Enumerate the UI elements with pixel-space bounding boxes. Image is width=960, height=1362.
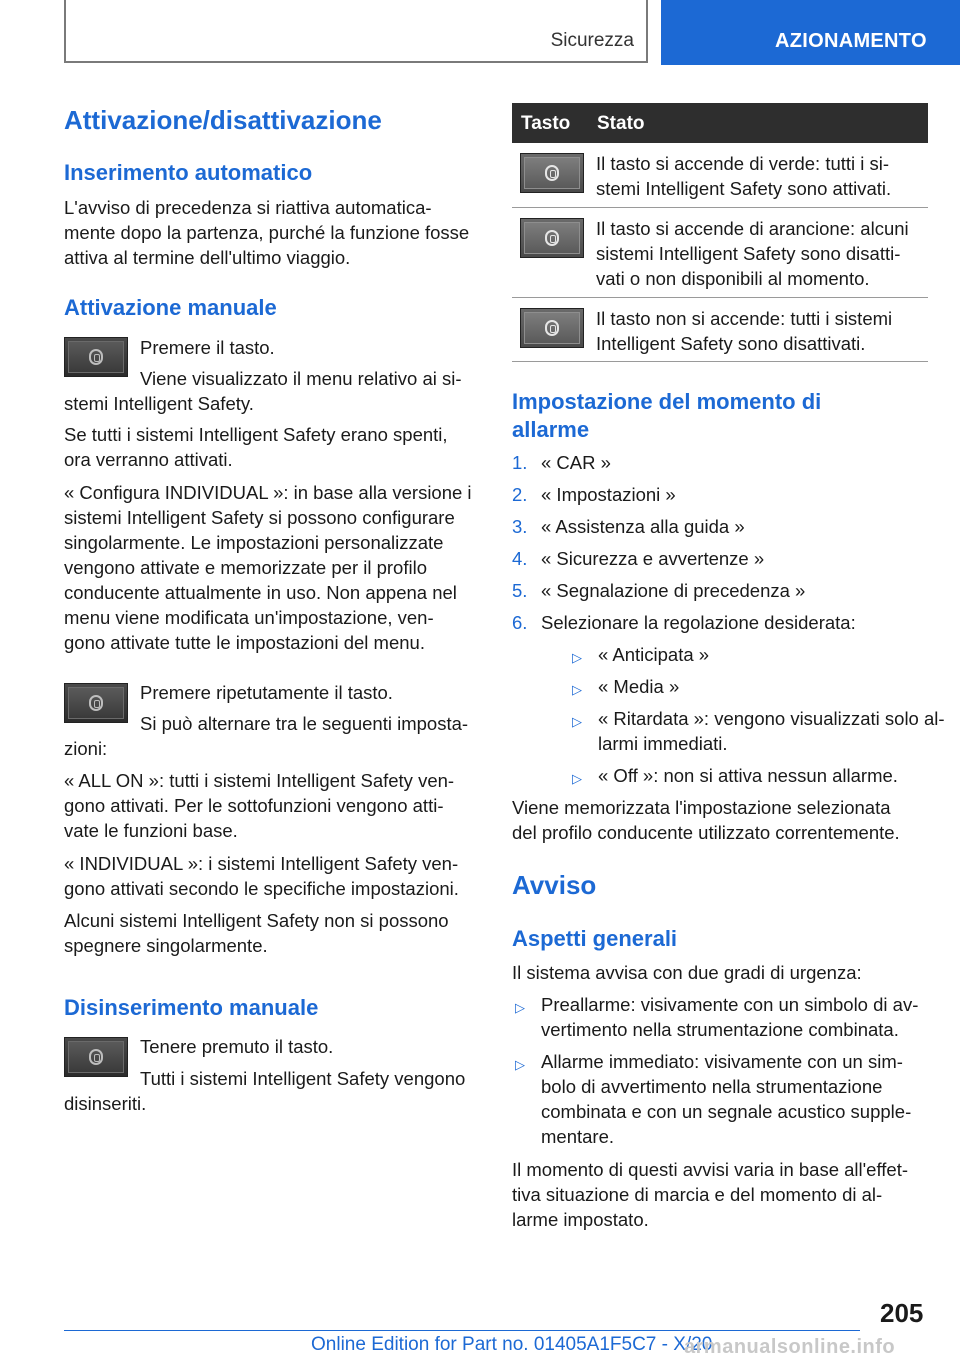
watermark: armanualsonline.info: [684, 1336, 896, 1358]
footer-divider: [64, 1330, 860, 1331]
intelligent-safety-button-image: [64, 683, 128, 723]
list-item-text: Allarme immediato: visivamente con un sim- bolo di avvertimento nella strumentazione combinata e con un segnale acustico supple- mentare.: [541, 1051, 912, 1147]
triangle-bullet-icon: ▷: [515, 1000, 525, 1015]
heading-warning-time: Impostazione del momento di allarme: [512, 389, 822, 442]
heading-warning: Avviso: [512, 870, 597, 900]
safety-shield-icon: [89, 1049, 103, 1065]
heading-activation: Attivazione/disattivazione: [64, 105, 382, 135]
table-col-key: Tasto: [521, 113, 571, 134]
list-item-text: « Sicurezza e avvertenze »: [541, 548, 765, 569]
button-green-image: [520, 153, 584, 193]
list-item: 4.: [512, 548, 528, 569]
safety-shield-icon: [545, 230, 559, 246]
para-auto: L'avviso di precedenza si riattiva automatica- mente dopo la partenza, purché la funzione fosse attiva al termine dell'ultimo viaggio.: [64, 197, 470, 268]
list-item-text: « Media »: [598, 676, 680, 697]
list-item: 3.: [512, 516, 528, 537]
para-individual-config: « Configura INDIVIDUAL »: in base alla versione i sistemi Intelligent Safety si possono configurare singolarmente. Le impostazioni personalizzate vengono attivate e memorizzate per il profilo conducente attualmente in uso. Non appena nel menu viene modificata un'impostazione, ven- gono attivate tutte le impostazioni del menu.: [64, 482, 472, 653]
list-item: 1.: [512, 452, 528, 473]
button-orange-image: [520, 218, 584, 258]
safety-shield-icon: [89, 349, 103, 365]
safety-shield-icon: [545, 165, 559, 181]
list-item-text: « Anticipata »: [598, 644, 710, 665]
para-warning-time: Il momento di questi avvisi varia in base all'effet- tiva situazione di marcia e del momento di al- larme impostato.: [512, 1159, 908, 1230]
instruction-hold: Tenere premuto il tasto.: [140, 1036, 334, 1057]
instruction-press: Premere il tasto.: [140, 337, 275, 358]
text-menu-shown-1: Viene visualizzato il menu relativo ai si-: [140, 368, 462, 389]
triangle-bullet-icon: ▷: [572, 682, 582, 697]
header-section-tab: [64, 0, 648, 63]
heading-auto: Inserimento automatico: [64, 160, 313, 185]
list-item-text: Selezionare la regolazione desiderata:: [541, 612, 856, 633]
list-item-text: Preallarme: visivamente con un simbolo di av- vertimento nella strumentazione combinata.: [541, 994, 919, 1040]
safety-shield-icon: [545, 320, 559, 336]
table-divider: [512, 361, 928, 362]
text-alternate-1: Si può alternare tra le seguenti imposta-: [140, 713, 469, 734]
text-alternate-2: zioni:: [64, 738, 108, 759]
list-item: 6.: [512, 612, 528, 633]
list-item: 5.: [512, 580, 528, 601]
list-item-text: « Assistenza alla guida »: [541, 516, 745, 537]
safety-shield-icon: [89, 695, 103, 711]
para-individual: « INDIVIDUAL »: i sistemi Intelligent Safety ven- gono attivati secondo le specifiche impostazioni.: [64, 853, 459, 899]
table-cell-state: Il tasto si accende di verde: tutti i si- stemi Intelligent Safety sono attivati.: [596, 153, 892, 199]
triangle-bullet-icon: ▷: [515, 1057, 525, 1072]
text-menu-shown-2: stemi Intelligent Safety.: [64, 393, 254, 414]
intelligent-safety-button-image: [64, 337, 128, 377]
header-section-label: Sicurezza: [550, 30, 634, 51]
triangle-bullet-icon: ▷: [572, 714, 582, 729]
header-chapter-tab: [661, 0, 960, 65]
table-header: [512, 103, 928, 143]
para-saved: Viene memorizzata l'impostazione selezionata del profilo conducente utilizzato correntemente.: [512, 797, 900, 843]
table-cell-state: Il tasto non si accende: tutti i sistemi Intelligent Safety sono disattivati.: [596, 308, 893, 354]
heading-general: Aspetti generali: [512, 926, 678, 951]
list-item-text: « Off »: non si attiva nessun allarme.: [598, 765, 898, 786]
list-item-text: « Segnalazione di precedenza »: [541, 580, 806, 601]
instruction-press-repeatedly: Premere ripetutamente il tasto.: [140, 682, 393, 703]
table-cell-state: Il tasto si accende di arancione: alcuni sistemi Intelligent Safety sono disatti- vati o non disponibili al momento.: [596, 218, 909, 289]
table-col-state: Stato: [597, 113, 645, 134]
text-disabled-2: disinseriti.: [64, 1093, 147, 1114]
button-off-image: [520, 308, 584, 348]
footer-edition: Online Edition for Part no. 01405A1F5C7 - X/20: [311, 1334, 713, 1355]
para-some-systems: Alcuni sistemi Intelligent Safety non si possono spegnere singolarmente.: [64, 910, 449, 956]
triangle-bullet-icon: ▷: [572, 650, 582, 665]
para-levels: Il sistema avvisa con due gradi di urgenza:: [512, 962, 862, 983]
para-all-off: Se tutti i sistemi Intelligent Safety erano spenti, ora verranno attivati.: [64, 424, 448, 470]
header-chapter-label: AZIONAMENTO: [775, 30, 927, 52]
table-divider: [512, 297, 928, 298]
text-disabled-1: Tutti i sistemi Intelligent Safety vengono: [140, 1068, 466, 1089]
heading-manual: Attivazione manuale: [64, 295, 277, 320]
table-divider: [512, 207, 928, 208]
heading-manual-off: Disinserimento manuale: [64, 995, 319, 1020]
list-item-text: « Ritardata »: vengono visualizzati solo al- larmi immediati.: [598, 708, 945, 754]
intelligent-safety-button-image: [64, 1037, 128, 1077]
list-item-text: « Impostazioni »: [541, 484, 676, 505]
list-item: 2.: [512, 484, 528, 505]
triangle-bullet-icon: ▷: [572, 771, 582, 786]
list-item-text: « CAR »: [541, 452, 611, 473]
para-all-on: « ALL ON »: tutti i sistemi Intelligent Safety ven- gono attivati. Per le sottofunzioni vengono atti- vate le funzioni base.: [64, 770, 455, 841]
page-number: 205: [880, 1298, 924, 1328]
